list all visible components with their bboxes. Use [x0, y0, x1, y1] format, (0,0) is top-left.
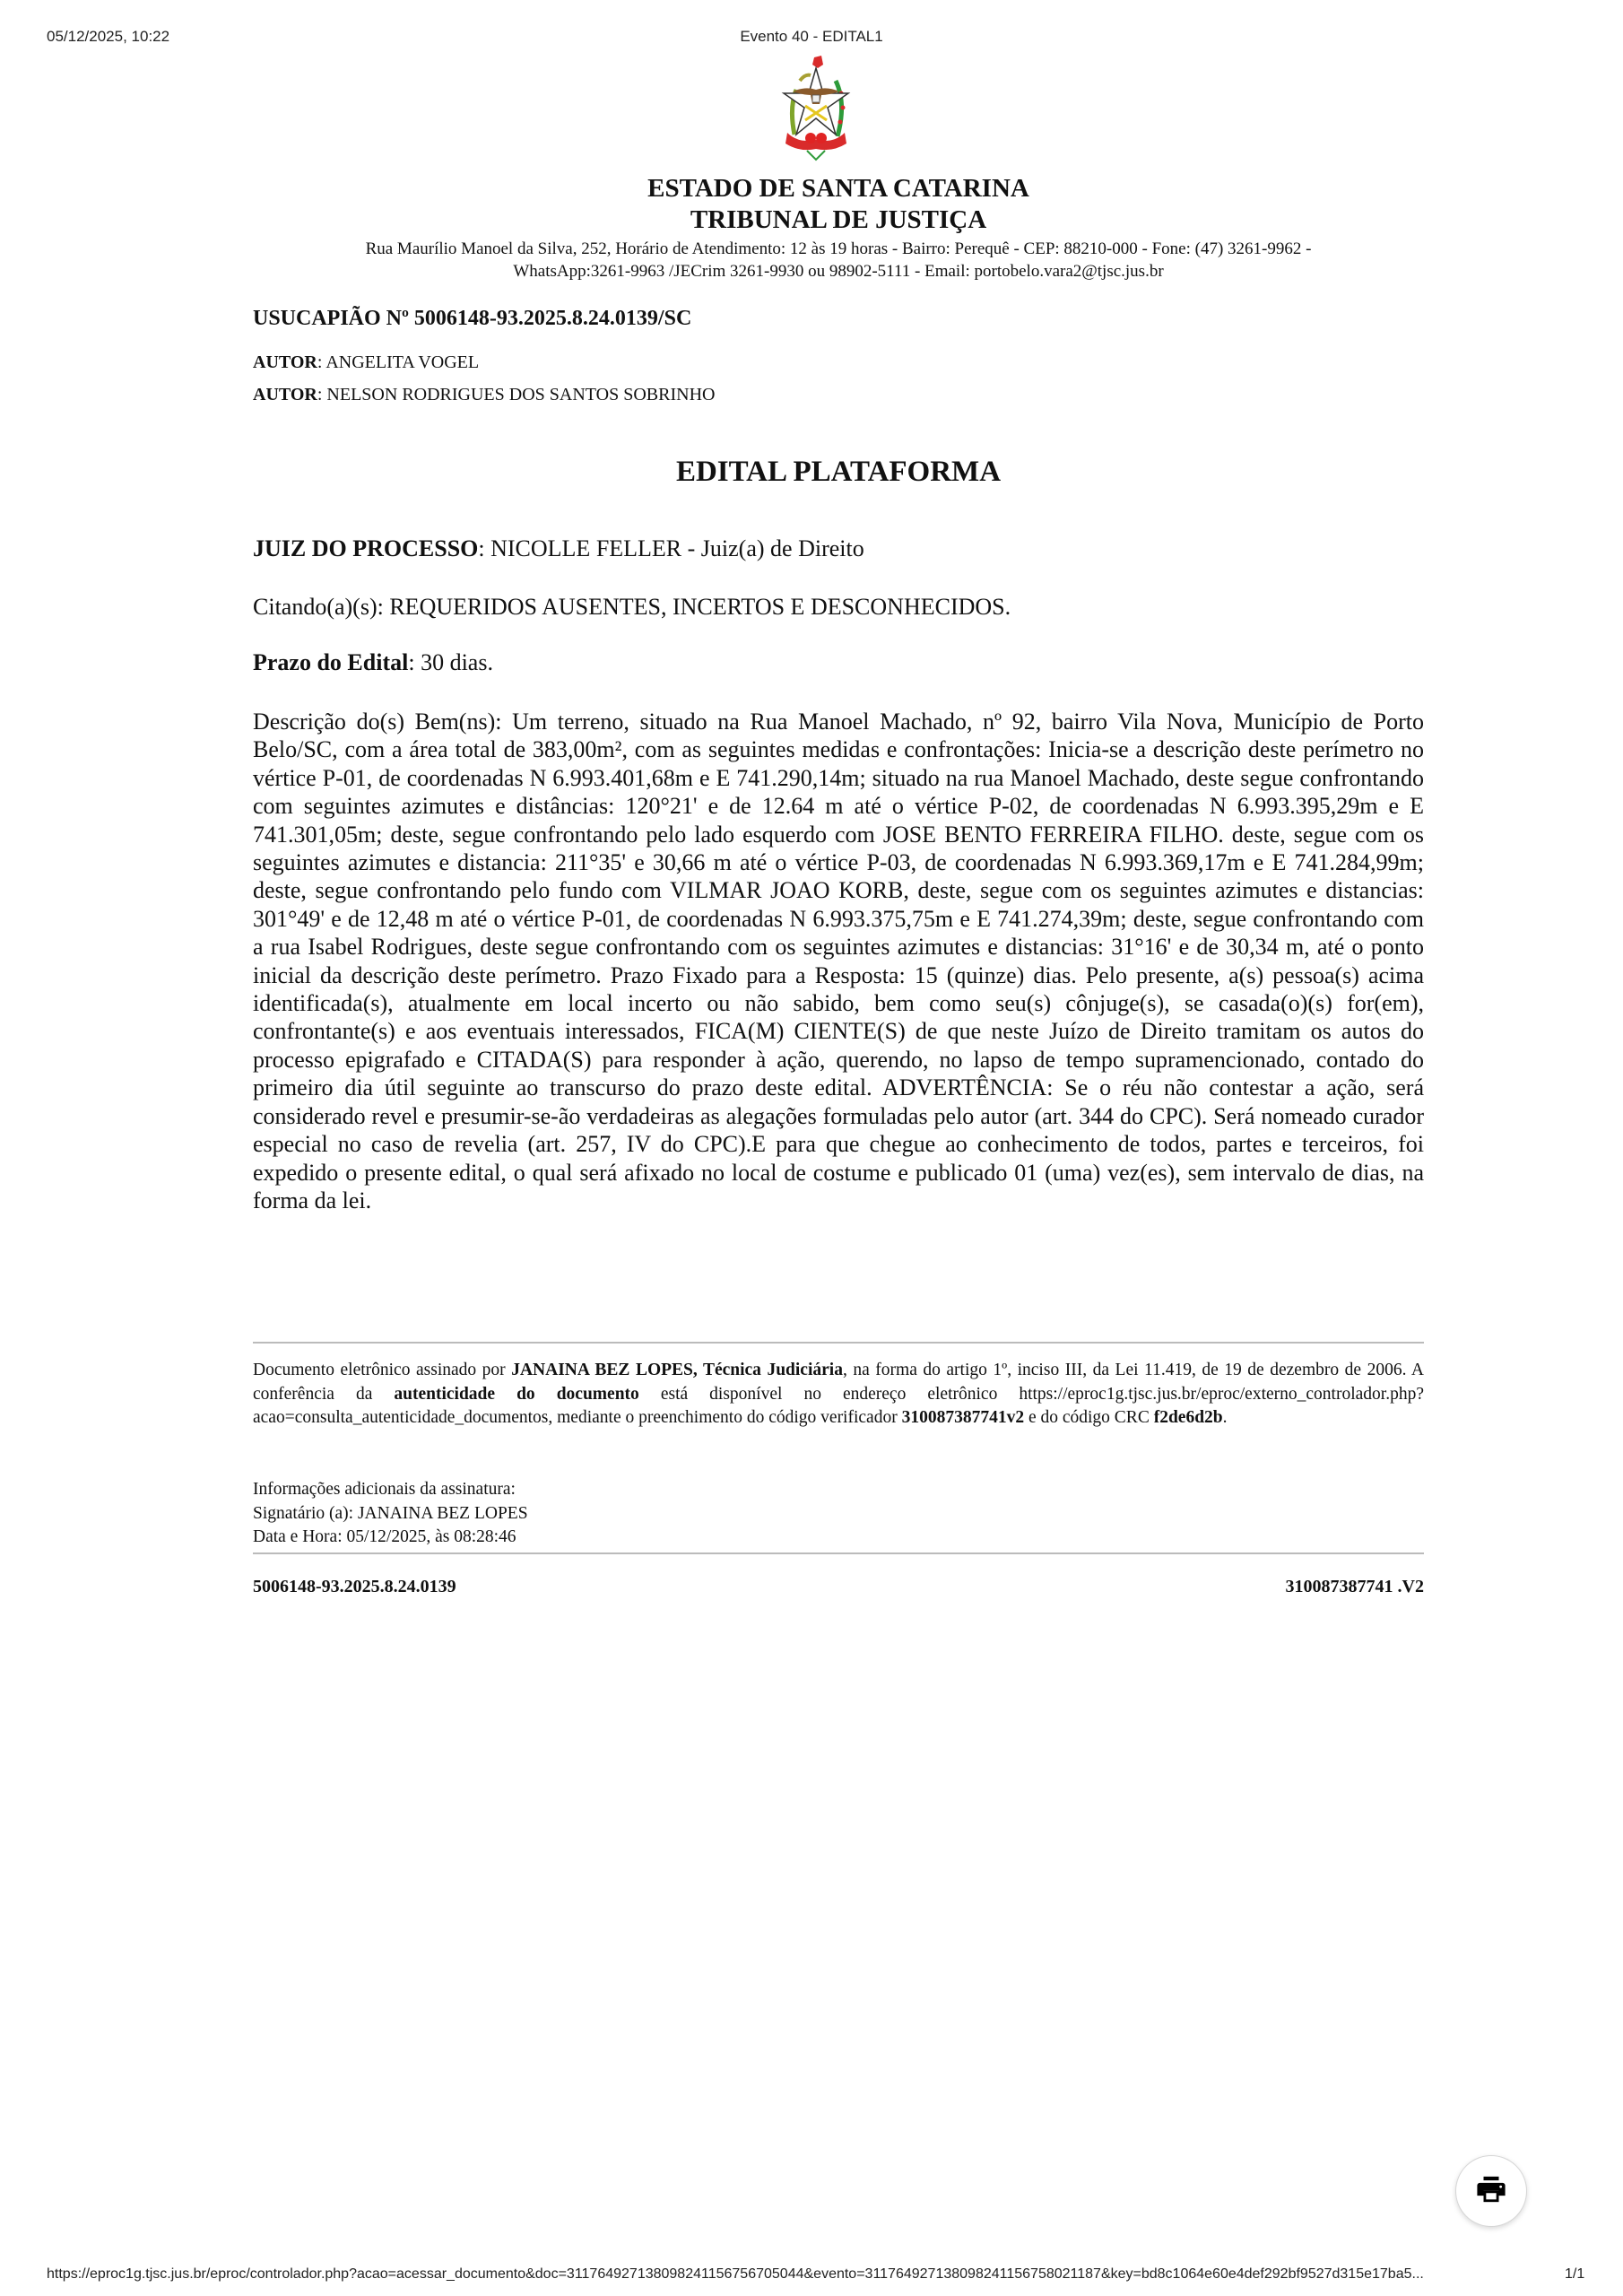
- divider: [253, 1342, 1424, 1344]
- court-name: TRIBUNAL DE JUSTIÇA: [690, 205, 987, 234]
- browser-print-header: [0, 25, 1623, 52]
- electronic-signature-notice: [253, 1359, 1424, 1431]
- print-title: Evento 40 - EDITAL1: [740, 28, 883, 45]
- court-address: [253, 238, 1424, 283]
- author-label: AUTOR: [253, 352, 317, 372]
- footer-document-code: 310087387741 .V2: [1285, 1577, 1424, 1596]
- prazo-line: [253, 649, 493, 676]
- citando-line: Citando(a)(s): REQUERIDOS AUSENTES, INCERTOS E DESCONHECIDOS.: [253, 594, 1011, 620]
- judge-value: : NICOLLE FELLER - Juiz(a) de Direito: [478, 535, 864, 561]
- author-name: : NELSON RODRIGUES DOS SANTOS SOBRINHO: [317, 385, 716, 404]
- address-line-2: WhatsApp:3261-9963 /JECrim 3261-9930 ou 98902-5111 - Email: portobelo.vara2@tjsc.jus.br: [513, 262, 1164, 281]
- judge-line: [253, 535, 864, 562]
- property-description: Descrição do(s) Bem(ns): Um terreno, situado na Rua Manoel Machado, nº 92, bairro Vila Nova, Município de Porto Belo/SC, com a área total de 383,00m², com as seguintes medidas e confrontações: Inicia-se a descrição deste perímetro no vértice P-01, de coordenadas N 6.993.401,68m e E 741.290,14m; situado na rua Manoel Machado, deste segue confrontando com seguintes azimutes e distâncias: 120°21' e de 12.64 m até o vértice P-02, de coordenadas N 6.993.395,29m e E 741.301,05m; deste, segue confrontando pelo lado esquerdo com JOSE BENTO FERREIRA FILHO. deste, segue com os seguintes azimutes e distancia: 211°35' e 30,66 m até o vértice P-03, de coordenadas N 6.993.369,17m e E 741.284,99m; deste, segue confrontando pelo fundo com VILMAR JOAO KORB, deste, segue com os seguintes azimutes e distancias: 301°49' e de 12,48 m até o vértice P-01, de coordenadas N 6.993.375,75m e E 741.274,39m; deste, segue confrontando com a rua Isabel Rodrigues, deste segue confrontando com os seguintes azimutes e distancias: 31°16' e de 30,34 m, até o ponto inicial da descrição deste perímetro. Prazo Fixado para a Resposta: 15 (quinze) dias. Pelo presente, a(s) pessoa(s) acima identificada(s), atualmente em local incerto ou não sabido, bem como seu(s) cônjuge(s), se casada(o)(s) for(em), confrontante(s) e aos eventuais interessados, FICA(M) CIENTE(S) de que neste Juízo de Direito tramitam os autos do processo epigrafado e CITADA(S) para responder à ação, querendo, no lapso de tempo supramencionado, contado do primeiro dia útil seguinte ao transcurso do prazo deste edital. ADVERTÊNCIA: Se o réu não contestar a ação, será considerado revel e presumir-se-ão verdadeiras as alegações formuladas pelo autor (art. 344 do CPC). Será nomeado curador especial no caso de revelia (art. 257, IV do CPC).E para que chegue ao conhecimento de todos, partes e terceiros, foi expedido o presente edital, o qual será afixado no local de costume e publicado 01 (uma) vez(es), sem intervalo de dias, na forma da lei.: [253, 709, 1424, 1213]
- author-line: [253, 352, 479, 373]
- signature-info: [253, 1478, 528, 1550]
- document-title: EDITAL PLATAFORMA: [675, 456, 1002, 488]
- signature-text: está disponível no endereço eletrônico https://eproc1g.tjsc.jus.br/eproc/externo_controlador.php?acao=consulta_autenticidade_documentos, mediante o preenchimento do código verificador: [253, 1384, 1424, 1427]
- page-count: 1/1: [1565, 2266, 1585, 2282]
- signature-text: e do código CRC: [1024, 1408, 1154, 1427]
- divider: [253, 1552, 1424, 1554]
- verifier-code: 310087387741v2: [901, 1408, 1025, 1427]
- prazo-label: Prazo do Edital: [253, 649, 409, 675]
- signature-datetime: Data e Hora: 05/12/2025, às 08:28:46: [253, 1527, 516, 1546]
- author-label: AUTOR: [253, 385, 317, 404]
- footer-process-number: 5006148-93.2025.8.24.0139: [253, 1577, 456, 1596]
- print-url: https://eproc1g.tjsc.jus.br/eproc/controlador.php?acao=acessar_documento&doc=311764927138098241156756705044&evento=311764927138098241156758021187&key=bd8c1064e60e4def292bf9527d315e17ba5...: [47, 2266, 1424, 2282]
- address-line-1: Rua Maurílio Manoel da Silva, 252, Horário de Atendimento: 12 às 19 horas - Bairro: Perequê - CEP: 88210-000 - Fone: (47) 3261-9962 -: [365, 239, 1312, 258]
- print-datetime: 05/12/2025, 10:22: [47, 28, 170, 45]
- authenticity-label: autenticidade do documento: [394, 1384, 639, 1404]
- case-number: USUCAPIÃO Nº 5006148-93.2025.8.24.0139/SC: [253, 307, 692, 330]
- printer-icon: [1476, 2174, 1506, 2209]
- browser-print-footer: [0, 2266, 1623, 2288]
- crc-code: f2de6d2b: [1153, 1408, 1223, 1427]
- document-header: [253, 173, 1424, 283]
- author-line: [253, 385, 715, 405]
- print-button[interactable]: [1455, 2155, 1527, 2227]
- santa-catarina-coat-of-arms-icon: [780, 54, 852, 170]
- signature-text: Documento eletrônico assinado por: [253, 1361, 512, 1379]
- signature-text: , na forma do artigo 1º, inciso III, da Lei 11.419, de 19 de dezembro de 2006. A conferência da: [253, 1361, 1424, 1404]
- signature-info-title: Informações adicionais da assinatura:: [253, 1480, 516, 1499]
- author-name: : ANGELITA VOGEL: [317, 352, 480, 372]
- signature-text: .: [1222, 1408, 1228, 1427]
- state-name: ESTADO DE SANTA CATARINA: [647, 174, 1029, 203]
- signer-name: JANAINA BEZ LOPES, Técnica Judiciária: [511, 1361, 843, 1379]
- judge-label: JUIZ DO PROCESSO: [253, 535, 479, 561]
- prazo-value: : 30 dias.: [408, 649, 493, 675]
- signatory: Signatário (a): JANAINA BEZ LOPES: [253, 1503, 528, 1523]
